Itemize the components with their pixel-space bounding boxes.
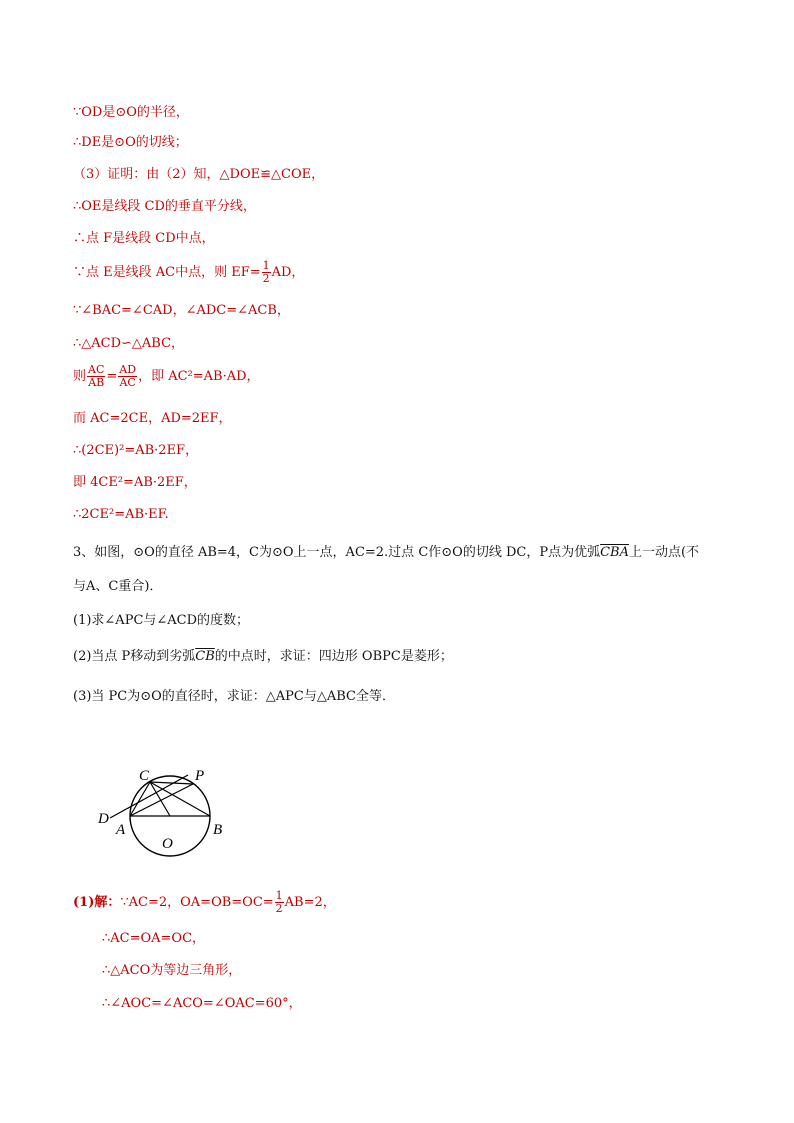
solution-line-6: ∵点 E是线段 AC中点，则 EF= $\frac{1}{2}$ AD，	[73, 259, 305, 285]
label-a: A	[116, 822, 126, 838]
label-p: P	[195, 770, 205, 784]
solution-line-3: （3）证明：由（2）知，△DOE≌△COE，	[73, 167, 325, 182]
label-d: D	[98, 811, 109, 827]
label-c: C	[139, 770, 150, 784]
fraction-ad-ac: $\frac{AD}{AC}$	[119, 363, 137, 389]
problem-3-q1: (1)求∠APC与∠ACD的度数；	[73, 613, 250, 628]
label-o: O	[162, 836, 173, 852]
answer-line-1: (1)解：∵AC=2，OA=OB=OC= $\frac{1}{2}$ AB=2，	[73, 889, 336, 915]
fraction-ac-ab: $\frac{AC}{AB}$	[88, 363, 105, 389]
answer-line-4: ∴∠AOC=∠ACO=∠OAC=60°，	[102, 996, 302, 1011]
solution-line-7: ∵∠BAC=∠CAD，∠ADC=∠ACB，	[73, 303, 290, 318]
problem-3-q3: (3)当 PC为⊙O的直径时，求证：△APC与△ABC全等．	[73, 689, 395, 704]
problem-3-stem-cont: 与A、C重合)．	[73, 579, 163, 594]
answer-line-3: ∴△ACO为等边三角形，	[102, 963, 242, 978]
solution-line-4: ∴OE是线段 CD的垂直平分线，	[73, 199, 256, 214]
arc-cb: $\overline{CB}$	[195, 649, 215, 664]
solution-line-12: 即 4CE²=AB·2EF，	[73, 475, 197, 490]
solution-line-13: ∴2CE²=AB·EF.	[73, 507, 169, 522]
solution-line-9: 则 $\frac{AC}{AB}$ = $\frac{AD}{AC}$ ，即 AC²=AB·AD，	[73, 363, 260, 389]
chord-cb	[150, 782, 210, 816]
problem-3-stem: 3、如图，⊙O的直径 AB=4，C为⊙O上一点，AC=2.过点 C作⊙O的切线 DC，P点为优弧$\overline{CBA}$上一动点(不	[73, 545, 700, 560]
solution-line-10: 而 AC=2CE，AD=2EF，	[73, 411, 232, 426]
problem-3-q2: (2)当点 P移动到劣弧$\overline{CB}$的中点时，求证：四边形 OBPC是菱形；	[73, 649, 453, 664]
solution-line-5: ∴点 F是线段 CD中点，	[73, 231, 215, 246]
circle-geometry-figure	[95, 770, 245, 860]
solution-line-11: ∴(2CE)²=AB·2EF，	[73, 443, 199, 458]
arc-cba: $\overline{CBA}$	[600, 545, 629, 560]
answer-line-2: ∴AC=OA=OC，	[102, 931, 206, 946]
solution-line-8: ∴△ACD∽△ABC，	[73, 336, 185, 351]
fraction-half-2: $\frac{1}{2}$	[275, 889, 283, 915]
label-b: B	[213, 822, 223, 838]
solution-line-1: ∵OD是⊙O的半径，	[73, 105, 189, 120]
solution-line-2: ∴DE是⊙O的切线；	[73, 135, 188, 150]
fraction-half: $\frac{1}{2}$	[262, 259, 270, 285]
